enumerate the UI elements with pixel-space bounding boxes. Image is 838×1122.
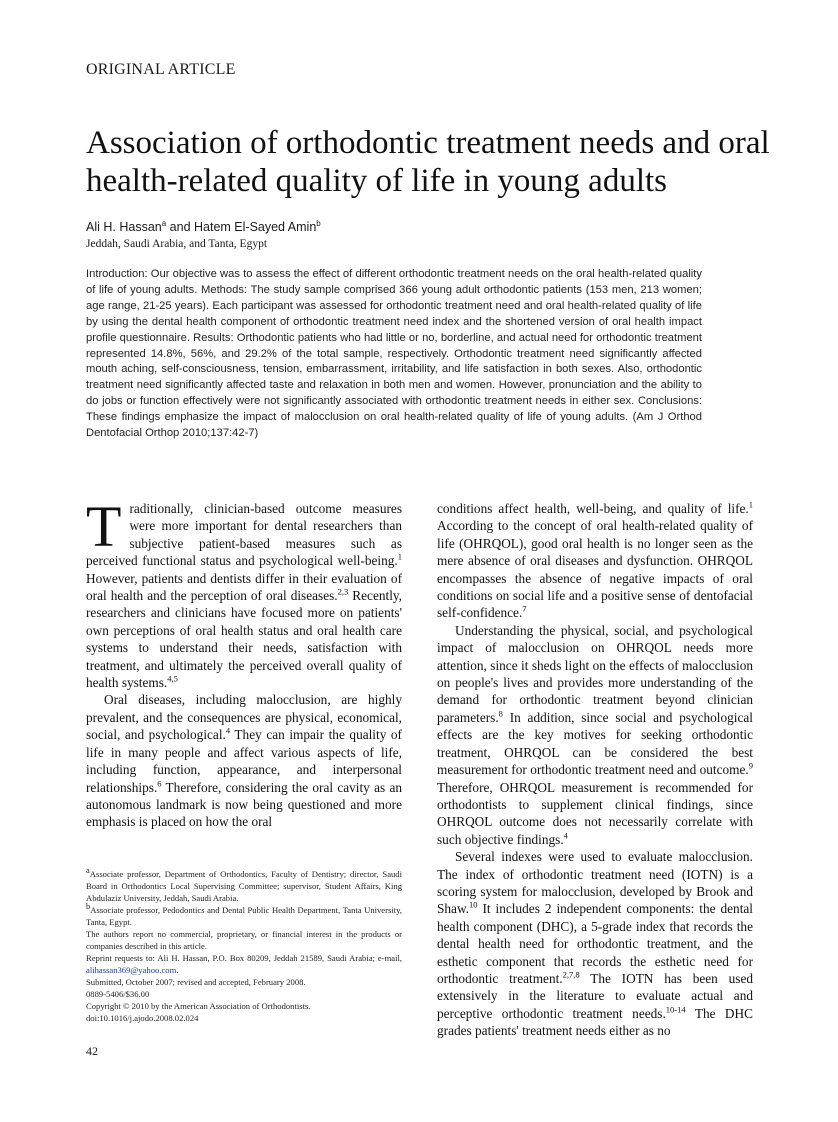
citation-ref[interactable]: 2,3 [337, 586, 349, 597]
body-paragraph [437, 622, 753, 848]
body-text: Oral diseases, including malocclusion, are highly prevalent, and the consequences are physical, economical, social, and psychological. [86, 692, 402, 743]
citation-ref[interactable]: 2,7,8 [562, 969, 580, 980]
citation-ref[interactable]: 7 [522, 604, 527, 615]
footnote-doi[interactable]: doi:10.1016/j.ajodo.2008.02.024 [86, 1013, 199, 1023]
citation-ref[interactable]: 9 [748, 760, 753, 771]
body-paragraph [86, 494, 403, 691]
author-name[interactable]: Hatem El-Sayed Amin [194, 220, 317, 235]
body-text: Several indexes were used to evaluate malocclusion. The index of orthodontic treatment need (IOTN) is a scoring system for malocclusion, developed by Brook and Shaw. [437, 849, 753, 917]
body-column-left [86, 494, 403, 831]
footnote-copyright: Copyright © 2010 by the American Association of Orthodontists. [86, 1001, 311, 1011]
citation-ref[interactable]: 4 [563, 830, 568, 841]
body-text: Therefore, considering the oral cavity as an autonomous landmark is now being questioned and more emphasis is placed on how the oral [86, 779, 402, 830]
body-text: The IOTN has been used extensively in the literature to evaluate actual and perceptive orthodontic treatment needs. [437, 970, 753, 1021]
body-paragraph [437, 848, 753, 1039]
citation-ref[interactable]: 4,5 [167, 673, 178, 684]
body-text: raditionally, clinician-based outcome measures were more important for dental researchers than subjective patient-based measures such as perceived functional status and psychological well-being. [86, 501, 402, 569]
author-name[interactable]: Ali H. Hassan [86, 220, 162, 235]
section-label: ORIGINAL ARTICLE [86, 61, 236, 78]
article-title: Association of orthodontic treatment needs and oral health-related quality of life in young adults [86, 125, 770, 199]
citation-ref[interactable]: 4 [225, 725, 231, 736]
body-column-right [437, 500, 753, 1040]
body-text: However, patients and dentists differ in their evaluation of oral health and the perception of oral diseases. [86, 570, 402, 604]
body-text: They can impair the quality of life in many people and affect various aspects of life, including function, appearance, and interpersonal relationships. [86, 727, 402, 795]
footnote-reprint: Reprint requests to: Ali H. Hassan, P.O. Box 80209, Jeddah 21589, Saudi Arabia; e-mail, alihassan369@yahoo.com. [86, 953, 402, 975]
affiliation-mark: b [316, 219, 321, 228]
body-text: Understanding the physical, social, and psychological impact of malocclusion on OHRQOL needs more attention, since it sheds light on the effects of malocclusion on people's lives and provides more understanding of the demand for orthodontic treatment beyond clinician parameters. [437, 622, 753, 725]
footnote-issn: 0889-5406/$36.00 [86, 989, 150, 999]
citation-ref[interactable]: 6 [157, 778, 162, 789]
footnote-affiliation-a: $^a$Associate professor, Department of Orthodontics, Faculty of Dentistry; director, Saudi Board in Orthodontics Local Supervising Committee; supervisor, Student Affairs, King Abdulaziz University, Jeddah, Saudi Arabia. [86, 865, 402, 903]
affiliation-mark: a [161, 219, 167, 228]
citation-ref[interactable]: 10 [469, 899, 478, 910]
citation-ref[interactable]: 10-14 [665, 1004, 686, 1015]
footnote-mark: a [86, 865, 90, 876]
body-paragraph [86, 691, 402, 830]
footnote-mark: b [86, 901, 91, 912]
body-text: The DHC grades patients' treatment needs either as no [437, 1005, 753, 1039]
email-link[interactable]: alihassan369@yahoo.com [86, 965, 177, 975]
citation-ref[interactable]: 1 [397, 551, 402, 562]
body-text: According to the concept of oral health-related quality of life (OHRQOL), good oral health is no longer seen as the mere absence of oral diseases and dysfunction. OHRQOL encompasses the absence of negative impacts of oral conditions on social life and a positive sense of dentofacial self-confidence. [437, 518, 753, 621]
body-text: conditions affect health, well-being, and quality of life. [437, 501, 749, 516]
body-paragraph [437, 500, 753, 622]
body-text: Therefore, OHRQOL measurement is recommended for orthodontists to supplement clinical findings, since OHRQOL outcome does not necessarily correlate with such objective findings. [437, 779, 753, 847]
author-joiner: and [166, 220, 194, 235]
body-text: Recently, researchers and clinicians have focused more on patients' own perceptions of oral health status and oral health care systems to understand their needs, satisfaction with treatment, and ultimately the perceived overall quality of health systems. [86, 588, 403, 691]
citation-ref[interactable]: 8 [498, 708, 503, 719]
citation-ref[interactable]: 1 [748, 499, 753, 510]
footnote-affiliation-b: $^b$Associate professor, Pedodontics and Dental Public Health Department, Tanta University, Tanta, Egypt. [86, 901, 402, 927]
footnote-conflict: The authors report no commercial, proprietary, or financial interest in the products or companies described in this article. [86, 929, 402, 951]
affiliation-location: Jeddah, Saudi Arabia, and Tanta, Egypt [86, 238, 268, 250]
footnote-submitted: Submitted, October 2007; revised and accepted, February 2008. [86, 977, 306, 987]
footnotes [86, 865, 402, 1024]
drop-cap: T [86, 494, 122, 559]
abstract: Introduction: Our objective was to assess the effect of different orthodontic treatment needs on the oral health-related quality of life of young adults. Methods: The study sample comprised 366 young adult orthodontic patients (153 men, 213 women; age range, 21-25 years). Each participant was assessed for orthodontic treatment need and oral health-related quality of life by using the dental health component of orthodontic treatment need index and the shortened version of oral health impact profile questionnaire. Results: Orthodontic patients who had little or no, borderline, and actual need for orthodontic treatment represented 14.8%, 56%, and 29.2% of the total sample, respectively. Orthodontic treatment need significantly affected mouth aching, self-consciousness, tension, embarrassment, irritability, and life satisfaction in both sexes. Also, orthodontic treatment need significantly affected taste and relaxation in both men and women. However, pronunciation and the ability to do jobs or function effectively were not significantly associated with orthodontic treatment needs in either sex. Conclusions: These findings emphasize the impact of malocclusion on oral health-related quality of life of young adults. (Am J Orthod Dentofacial Orthop 2010;137:42-7) [86, 268, 702, 440]
body-text: It includes 2 independent components: the dental health component (DHC), a 5-grade index that records the dental health need for orthodontic treatment, and the esthetic component that records the esthetic need for orthodontic treatment. [437, 901, 753, 986]
page-number: 42 [86, 1044, 98, 1058]
author-list [86, 219, 321, 234]
body-text: In addition, since social and psychological effects are the key motives for seeking orthodontic treatment, OHRQOL can be considered the best measurement for orthodontic treatment need and outcome. [437, 709, 753, 778]
